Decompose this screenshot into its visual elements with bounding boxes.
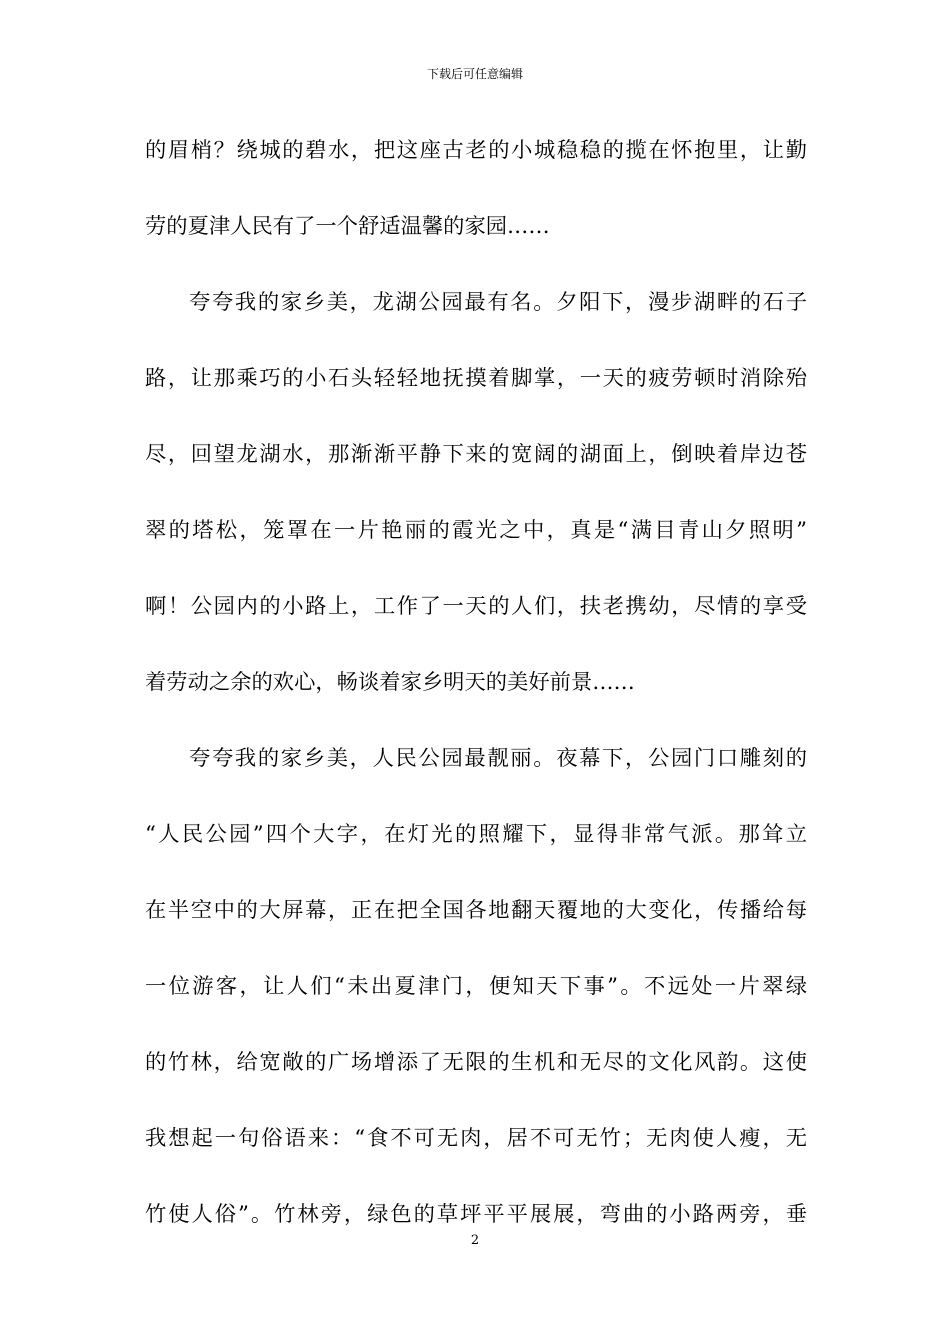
body-text-line: 竹使人俗”。竹林旁，绿色的草坪平平展展，弯曲的小路两旁，垂 <box>145 1202 807 1227</box>
body-text-line: 的眉梢？绕城的碧水，把这座古老的小城稳稳的揽在怀抱里，让勤 <box>145 138 807 163</box>
page-number: 2 <box>470 1233 480 1248</box>
body-text-line: 路，让那乘巧的小石头轻轻地抚摸着脚掌，一天的疲劳顿时消除殆 <box>145 366 807 391</box>
body-text-line: 翠的塔松，笼罩在一片艳丽的霞光之中，真是“满目青山夕照明” <box>145 518 807 543</box>
body-text-line: 一位游客，让人们“未出夏津门，便知天下事”。不远处一片翠绿 <box>145 974 807 999</box>
body-text-line: “人民公园”四个大字，在灯光的照耀下，显得非常气派。那耸立 <box>145 822 807 847</box>
body-text-line: 在半空中的大屏幕，正在把全国各地翻天覆地的大变化，传播给每 <box>145 898 807 923</box>
body-text-line: 的竹林，给宽敞的广场增添了无限的生机和无尽的文化风韵。这使 <box>145 1050 807 1075</box>
body-text-line: 尽，回望龙湖水，那渐渐平静下来的宽阔的湖面上，倒映着岸边苍 <box>145 442 807 467</box>
body-text-line: 我想起一句俗语来：“食不可无肉，居不可无竹；无肉使人瘦，无 <box>145 1126 807 1151</box>
paragraph-first-line: 夸夸我的家乡美，龙湖公园最有名。夕阳下，漫步湖畔的石子 <box>189 290 807 315</box>
paragraph-first-line: 夸夸我的家乡美，人民公园最靓丽。夜幕下，公园门口雕刻的 <box>189 746 807 771</box>
body-text-line: 啊！公园内的小路上，工作了一天的人们，扶老携幼，尽情的享受 <box>145 594 807 619</box>
body-text-line: 劳的夏津人民有了一个舒适温馨的家园…… <box>145 214 550 239</box>
page-header: 下载后可任意编辑 <box>426 67 523 81</box>
body-text-line: 着劳动之余的欢心，畅谈着家乡明天的美好前景…… <box>145 670 635 695</box>
